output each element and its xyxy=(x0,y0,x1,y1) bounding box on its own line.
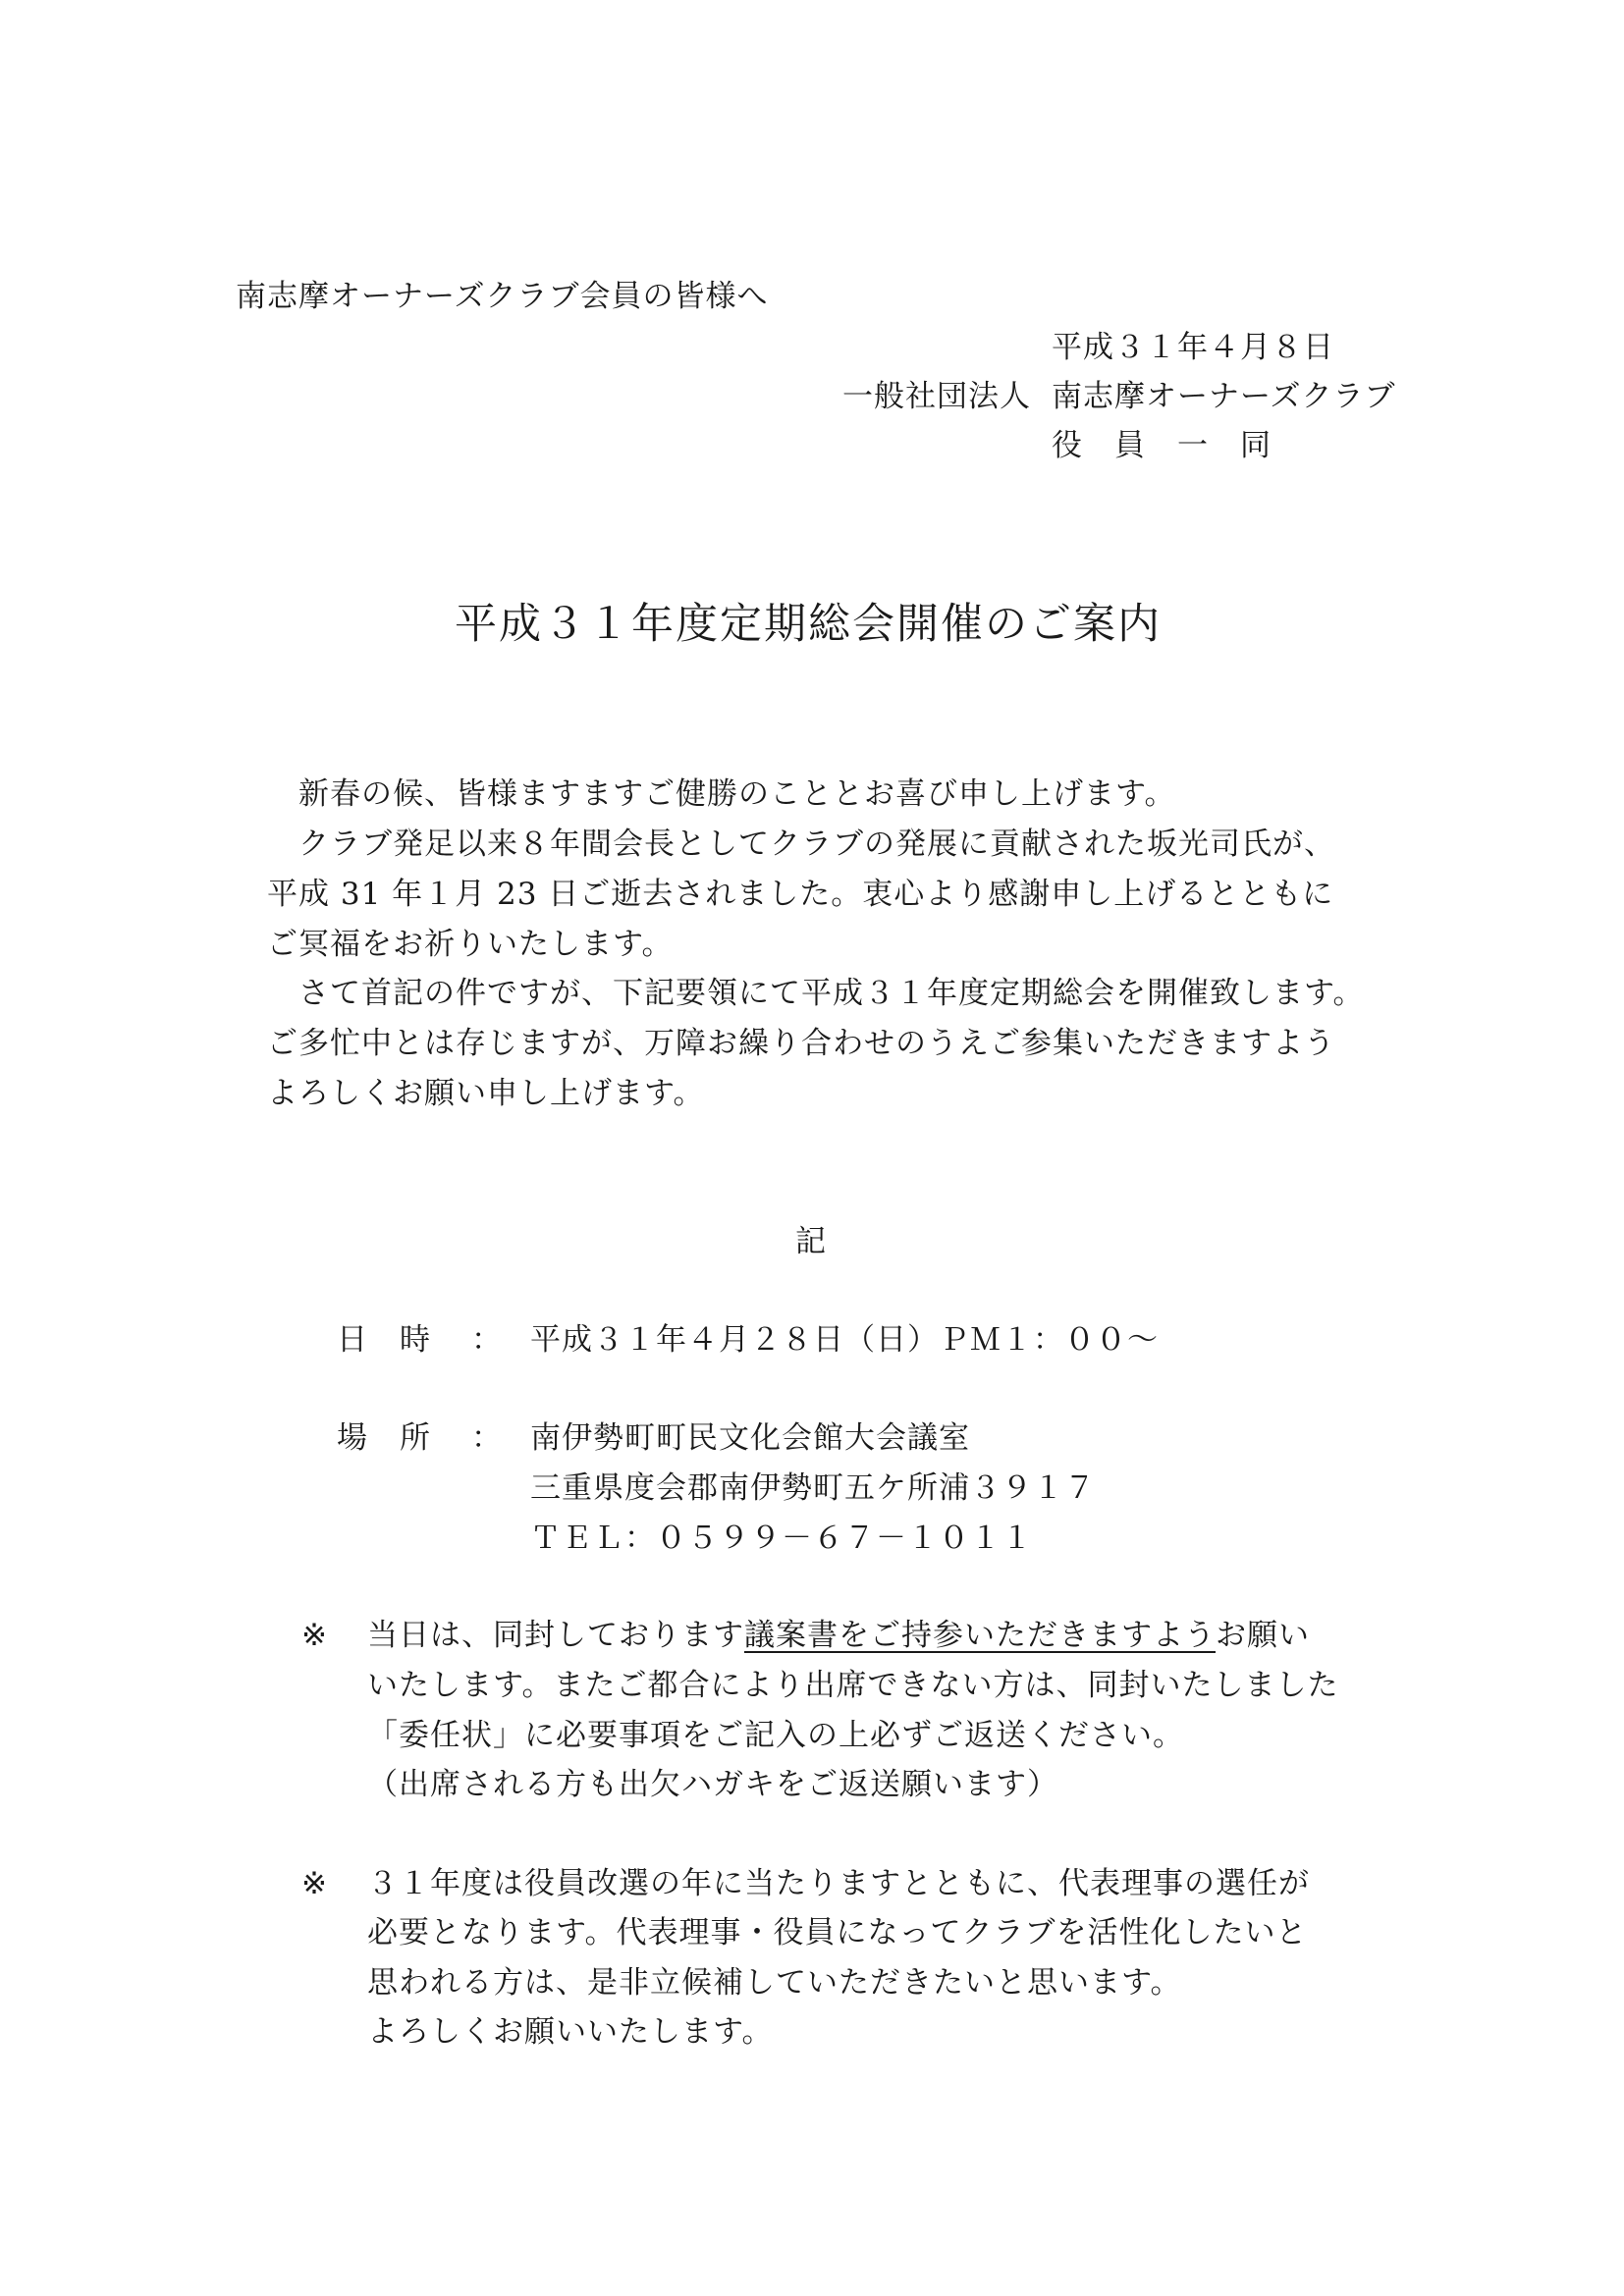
venue-address: 三重県度会郡南伊勢町五ケ所浦３９１７ xyxy=(530,1470,1096,1506)
body-line: さて首記の件ですが、下記要領にて平成３１年度定期総会を開催致します。 xyxy=(267,976,1365,1011)
body-line: 新春の候、皆様ますますご健勝のこととお喜び申し上げます。 xyxy=(267,776,1176,812)
note2-line: 必要となります。代表理事・役員になってクラブを活性化したいと xyxy=(367,1915,1308,1950)
note1-line2: いたします。またご都合により出席できない方は、同封いたしました xyxy=(367,1668,1339,1703)
datetime-label: 日 時 xyxy=(337,1322,431,1358)
document-title: 平成３１年度定期総会開催のご案内 xyxy=(455,600,1162,649)
org-name: 南志摩オーナーズクラブ xyxy=(1052,379,1396,414)
body-line: よろしくお願い申し上げます。 xyxy=(267,1076,705,1111)
note1-line3: 「委任状」に必要事項をご記入の上必ずご返送ください。 xyxy=(367,1718,1184,1753)
note1-text-a: 当日は、同封しております xyxy=(367,1618,744,1653)
venue-label: 場 所 xyxy=(337,1420,431,1456)
venue-tel: ＴＥＬ：０５９９－６７－１０１１ xyxy=(530,1521,1033,1556)
note-mark: ※ xyxy=(301,1618,328,1653)
note2-line: よろしくお願いいたします。 xyxy=(367,2014,774,2050)
body-line: 平成 31 年１月 23 日ご逝去されました。衷心より感謝申し上げるとともに xyxy=(267,877,1334,912)
note2-line: 思われる方は、是非立候補していただきたいと思います。 xyxy=(367,1965,1182,2001)
note1-line4: （出席される方も出欠ハガキをご返送願います） xyxy=(367,1767,1058,1802)
venue-name: 南伊勢町町民文化会館大会議室 xyxy=(530,1420,970,1456)
body-line: ご多忙中とは存じますが、万障お繰り合わせのうえご参集いただきますよう xyxy=(267,1026,1335,1061)
venue-colon: ： xyxy=(471,1420,503,1456)
issue-date: 平成３１年４月８日 xyxy=(1052,330,1334,365)
org-type: 一般社団法人 xyxy=(842,379,1031,414)
datetime-colon: ： xyxy=(471,1322,503,1358)
body-line: クラブ発足以来８年間会長としてクラブの発展に貢献された坂光司氏が、 xyxy=(267,827,1335,862)
note-mark: ※ xyxy=(301,1866,328,1901)
note1-underlined-text: 議案書をご持参いただきますよう xyxy=(744,1618,1216,1653)
note1-line1 xyxy=(367,1612,1310,1660)
note1-text-b: お願い xyxy=(1216,1618,1310,1653)
datetime-value: 平成３１年４月２８日（日）ＰＭ１：００～ xyxy=(530,1322,1159,1358)
addressee: 南志摩オーナーズクラブ会員の皆様へ xyxy=(236,279,769,314)
body-line: ご冥福をお祈りいたします。 xyxy=(267,927,674,962)
ki-marker: 記 xyxy=(795,1224,827,1259)
sender-role: 役 員 一 同 xyxy=(1052,428,1272,463)
note2-line: ３１年度は役員改選の年に当たりますとともに、代表理事の選任が xyxy=(367,1866,1310,1901)
